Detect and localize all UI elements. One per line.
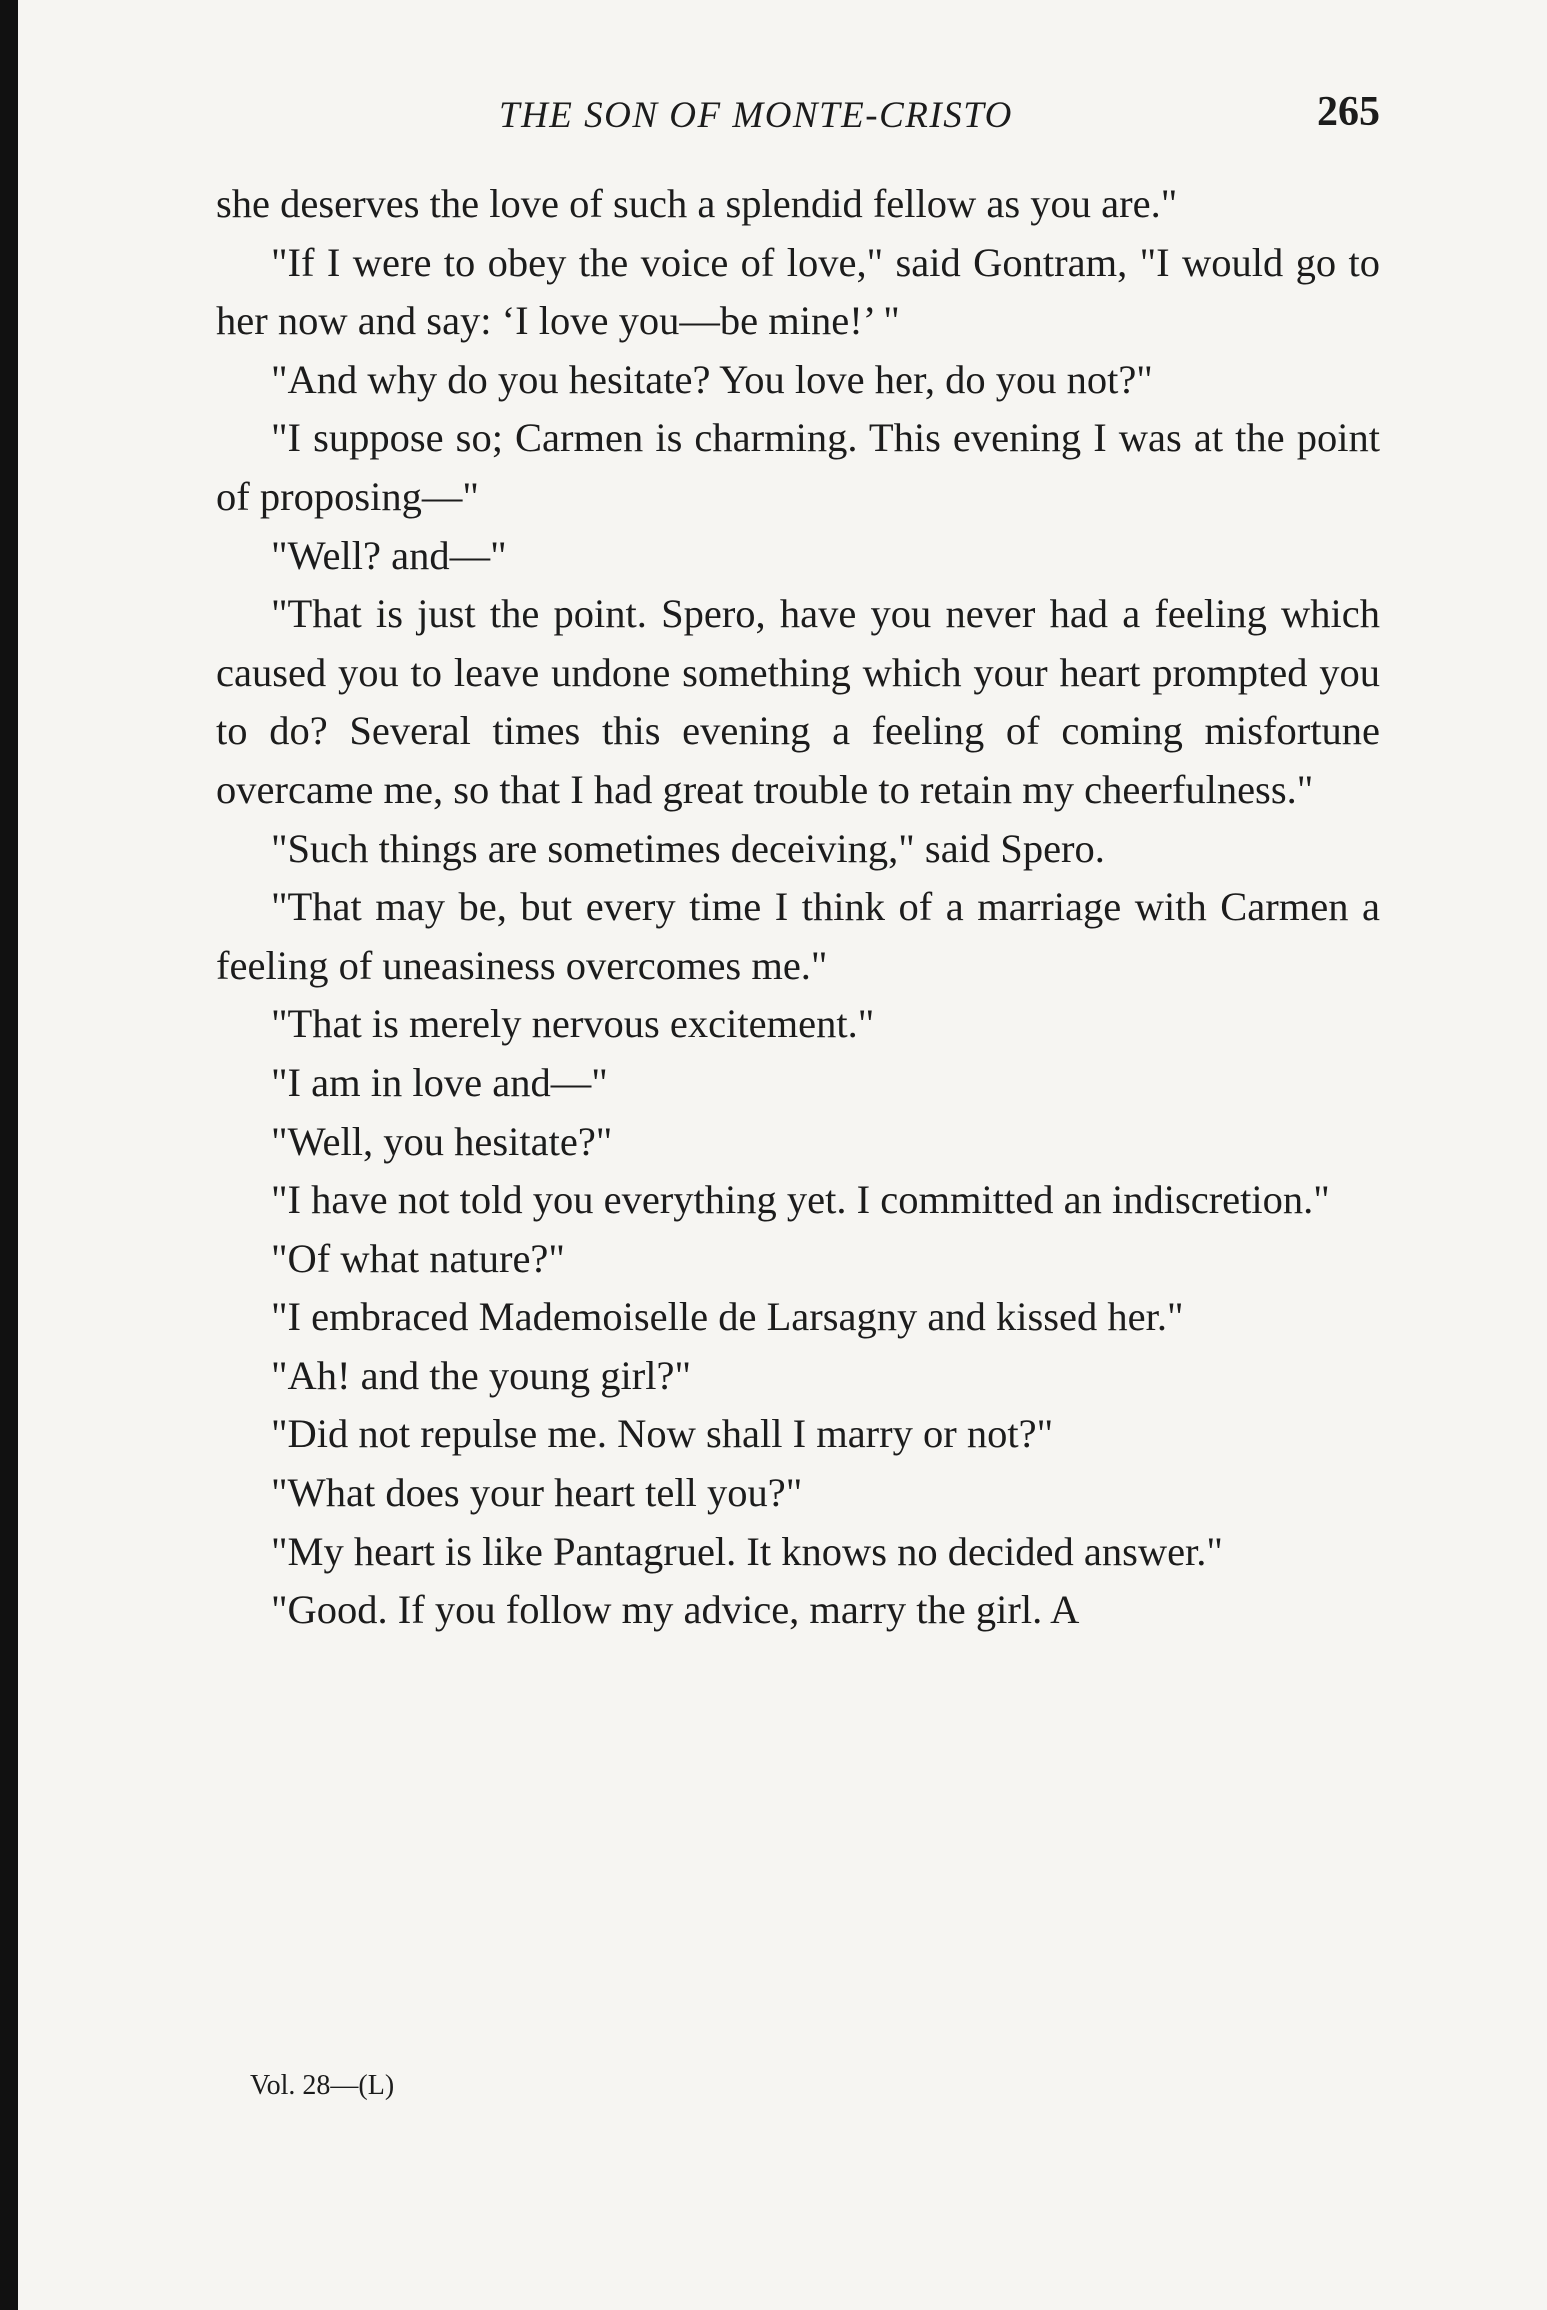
paragraph: "Of what nature?" xyxy=(271,1235,565,1281)
running-title: THE SON OF MONTE-CRISTO xyxy=(499,95,1013,136)
running-head xyxy=(216,88,1386,148)
paragraph: "I embraced Mademoiselle de Larsagny and kissed her." xyxy=(271,1294,1184,1340)
paragraph: "Well, you hesitate?" xyxy=(271,1118,613,1164)
page-number: 265 xyxy=(1317,89,1380,135)
paragraph: "If I were to obey the voice of love," said Gontram, "I would go to her now and say: ‘I love you—be mine!’ " xyxy=(216,239,1380,344)
paragraph: "That is merely nervous excitement." xyxy=(271,1001,875,1047)
paragraph: "I suppose so; Carmen is charming. This evening I was at the point of proposing—" xyxy=(216,415,1380,519)
paragraph: "Ah! and the young girl?" xyxy=(271,1352,691,1398)
paragraph: "I have not told you everything yet. I committed an indiscretion." xyxy=(271,1177,1330,1223)
signature-mark: Vol. 28—(L) xyxy=(250,2070,395,2101)
paragraph: "What does your heart tell you?" xyxy=(271,1470,803,1516)
paragraph: "I am in love and—" xyxy=(271,1059,608,1105)
paragraph: "Good. If you follow my advice, marry the girl. A xyxy=(271,1587,1080,1633)
paragraph: "That is just the point. Spero, have you never had a feeling which caused you to leave undone something which your heart prompted you to do? Several times this evening a feeling of coming misfortune overcame me, so that I had great trouble to retain my cheerfulness." xyxy=(216,591,1380,812)
paragraph: "Such things are sometimes deceiving," said Spero. xyxy=(271,825,1105,871)
paragraph: "Did not repulse me. Now shall I marry or not?" xyxy=(271,1411,1054,1457)
paragraph: "Well? and—" xyxy=(271,532,507,578)
paragraph: "That may be, but every time I think of a marriage with Carmen a feeling of uneasiness overcomes me." xyxy=(216,884,1380,988)
body-text xyxy=(216,175,1380,1640)
paragraph: "My heart is like Pantagruel. It knows no decided answer." xyxy=(271,1528,1223,1574)
paragraph: she deserves the love of such a splendid fellow as you are." xyxy=(216,181,1178,226)
paragraph: "And why do you hesitate? You love her, do you not?" xyxy=(271,356,1153,402)
